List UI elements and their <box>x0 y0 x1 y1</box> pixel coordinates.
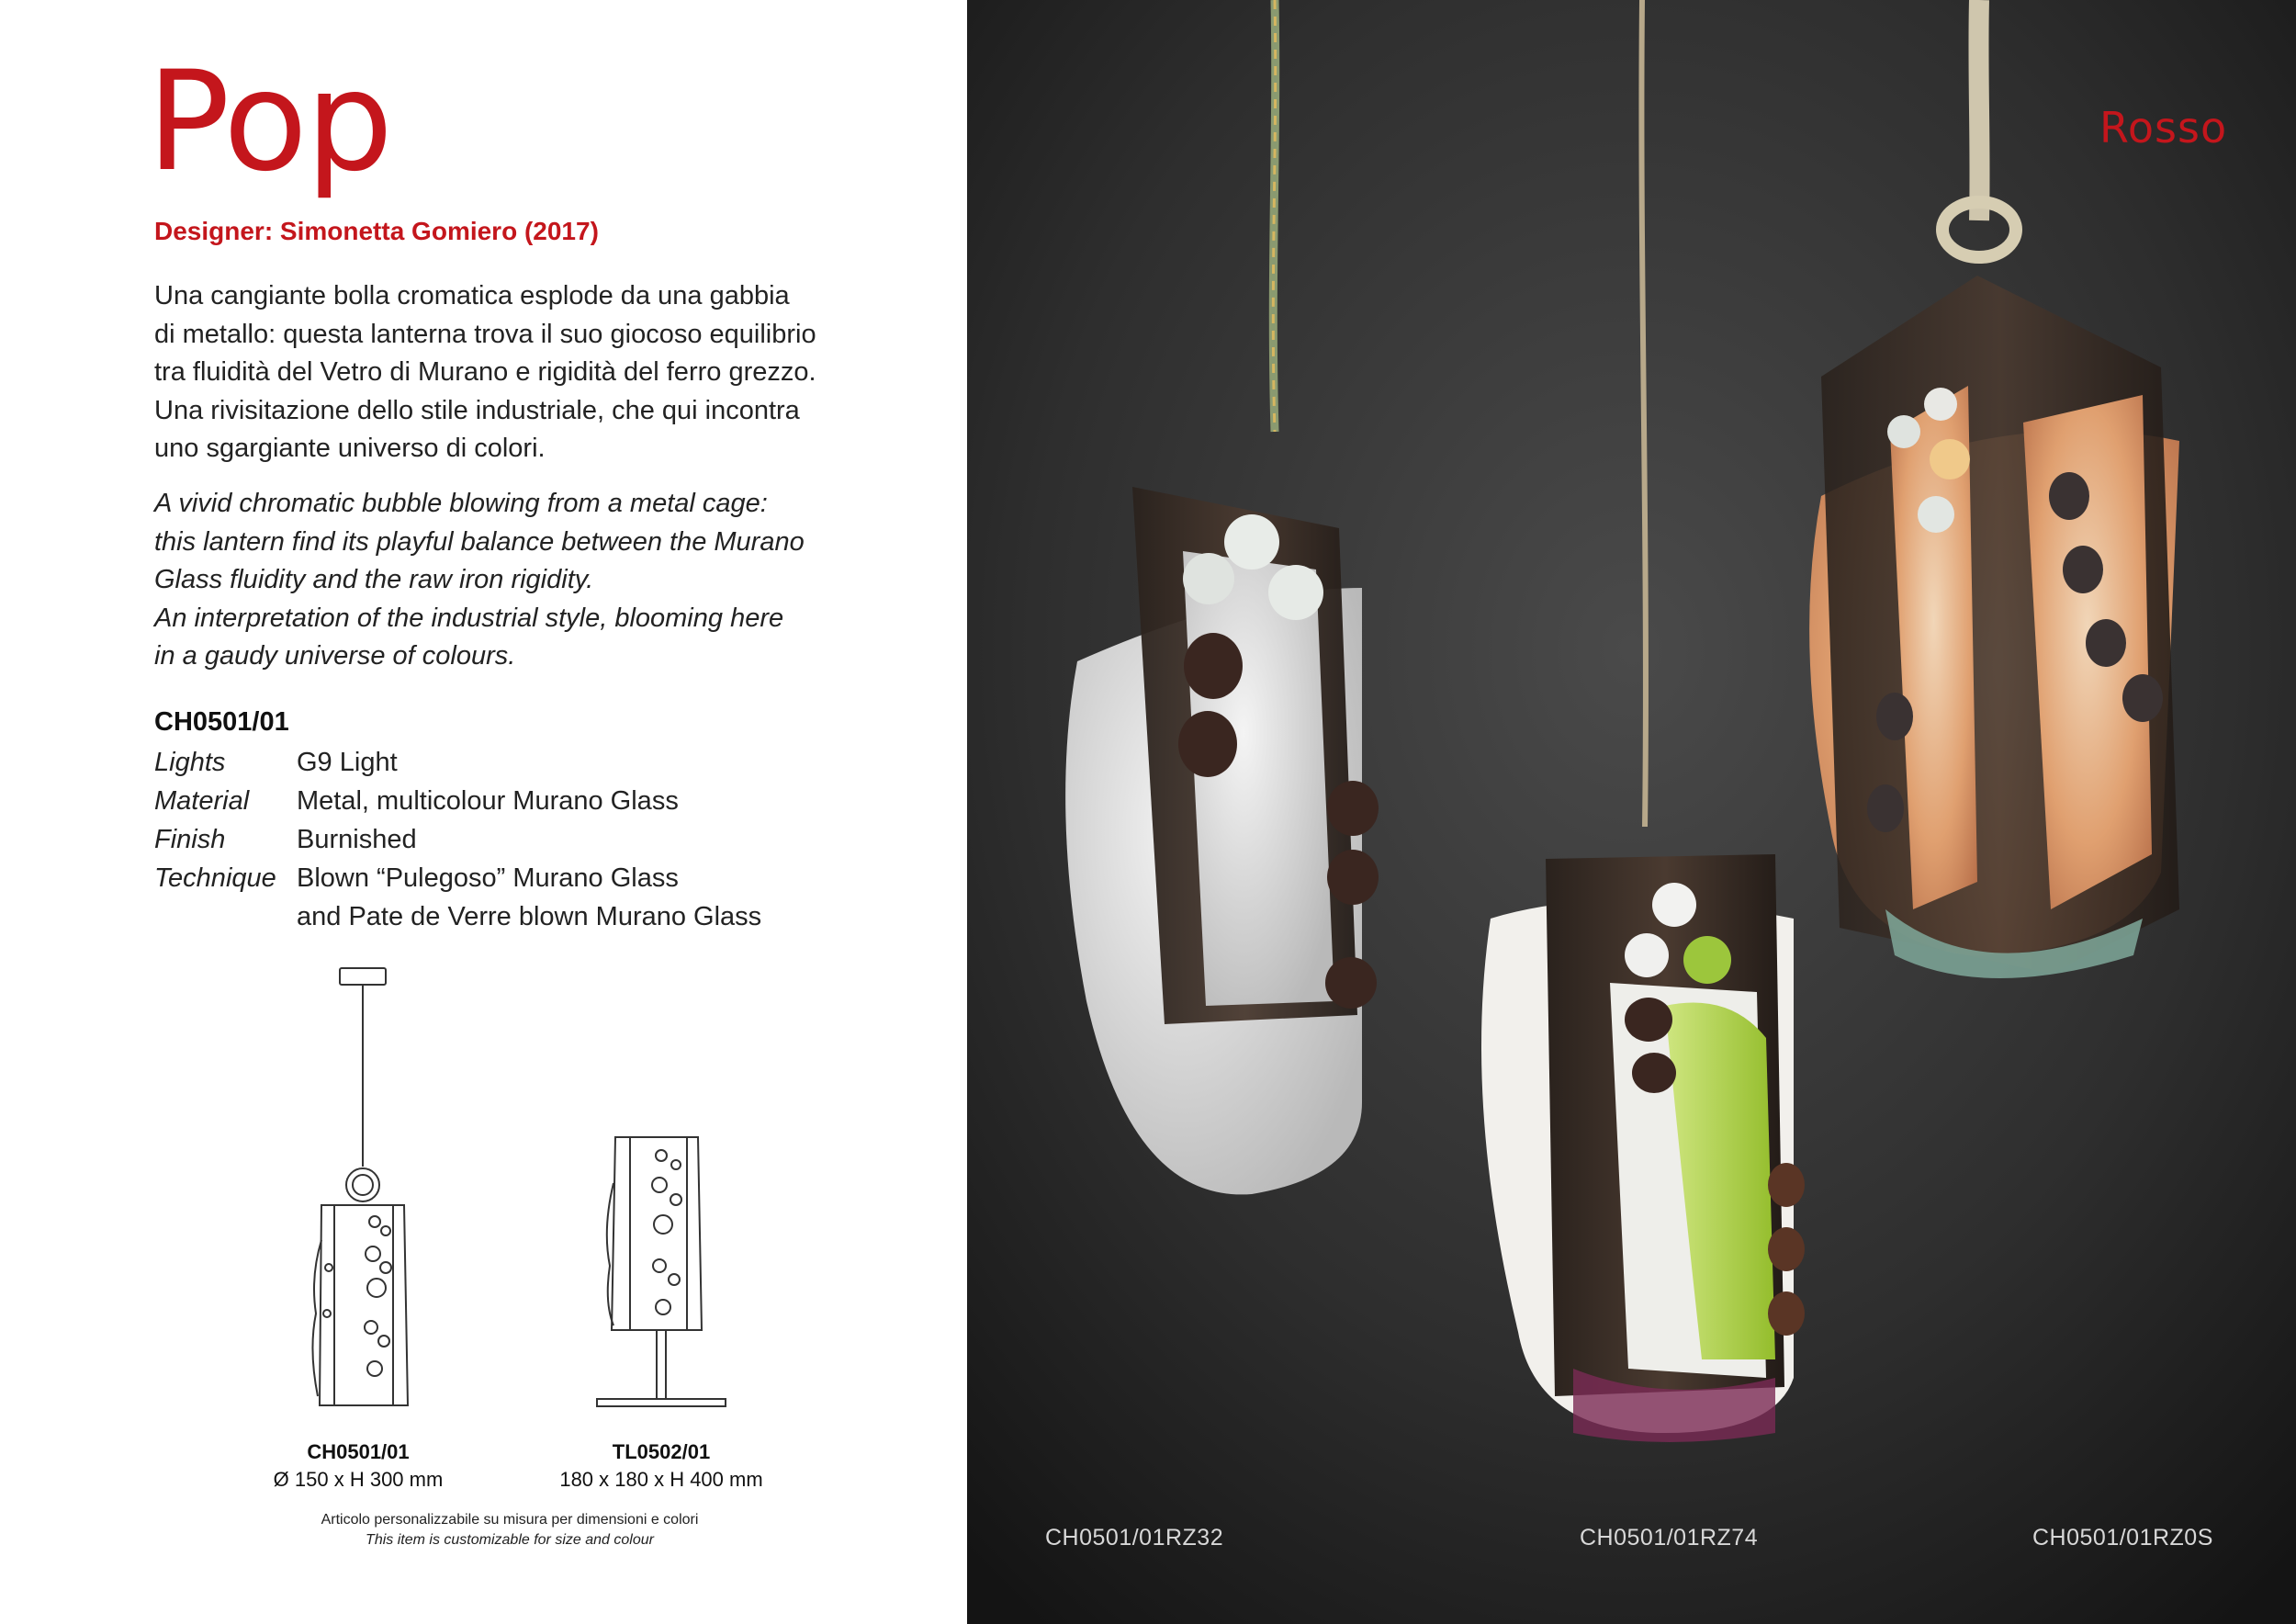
description-en-line: A vivid chromatic bubble blowing from a metal cage: <box>154 489 768 518</box>
spec-key: Lights <box>154 748 226 777</box>
description-it-line: tra fluidità del Vetro di Murano e rigidità del ferro grezzo. <box>154 357 816 387</box>
photo-code-middle: CH0501/01RZ74 <box>1580 1525 1759 1551</box>
spec-value: Metal, multicolour Murano Glass <box>297 786 679 816</box>
lanterns-illustration <box>967 0 2296 1624</box>
table-lamp-dimensions: 180 x 180 x H 400 mm <box>559 1468 763 1491</box>
description-it-line: Una cangiante bolla cromatica esplode da una gabbia <box>154 281 790 310</box>
spec-row <box>154 743 811 782</box>
pendant-drawing <box>294 964 432 1424</box>
product-photo <box>967 0 2296 1624</box>
table-lamp-code: TL0502/01 <box>612 1440 711 1463</box>
spec-row <box>154 859 811 897</box>
description-en-line: in a gaudy universe of colours. <box>154 641 516 671</box>
photo-code-left: CH0501/01RZ32 <box>1045 1525 1224 1551</box>
description-english <box>154 485 889 676</box>
designer-credit: Designer: Simonetta Gomiero (2017) <box>154 217 599 245</box>
spec-row <box>154 782 811 820</box>
customization-note-it: Articolo personalizzabile su misura per dimensioni e colori <box>321 1512 699 1528</box>
spec-key: Technique <box>154 863 276 893</box>
table-lamp-caption <box>523 1438 799 1494</box>
lantern-green <box>1481 854 1805 1442</box>
pendant-caption <box>220 1438 496 1494</box>
spec-table <box>154 743 811 936</box>
table-lamp-drawing <box>588 1128 735 1422</box>
pendant-code: CH0501/01 <box>307 1440 410 1463</box>
description-italian <box>154 277 889 468</box>
spec-row <box>154 820 811 859</box>
page-title: Pop <box>147 42 392 202</box>
description-en-line: this lantern find its playful balance between the Murano <box>154 526 805 557</box>
customization-note <box>234 1510 785 1551</box>
description-en-line: Glass fluidity and the raw iron rigidity. <box>154 565 594 594</box>
description-en-line: An interpretation of the industrial style, blooming here <box>154 603 784 633</box>
description-it-line: Una rivisitazione dello stile industriale, che qui incontra <box>154 395 800 425</box>
left-panel <box>0 0 967 1624</box>
spec-key <box>154 897 297 936</box>
spec-value: Blown “Pulegoso” Murano Glass <box>297 863 679 893</box>
spec-row <box>154 897 811 936</box>
spec-key: Material <box>154 786 250 816</box>
spec-value: G9 Light <box>297 748 398 777</box>
spec-key: Finish <box>154 825 226 854</box>
spec-value: Burnished <box>297 825 417 854</box>
photo-code-right: CH0501/01RZ0S <box>2032 1525 2213 1551</box>
description-it-line: uno sgargiante universo di colori. <box>154 434 546 463</box>
brand-logo: Rosso <box>2099 103 2228 152</box>
customization-note-en: This item is customizable for size and colour <box>366 1532 654 1548</box>
product-code: CH0501/01 <box>154 707 289 737</box>
lantern-orange <box>1809 276 2179 978</box>
spec-value: and Pate de Verre blown Murano Glass <box>297 902 762 931</box>
description-it-line: di metallo: questa lanterna trova il suo giocoso equilibrio <box>154 319 816 349</box>
pendant-dimensions: Ø 150 x H 300 mm <box>273 1468 444 1491</box>
